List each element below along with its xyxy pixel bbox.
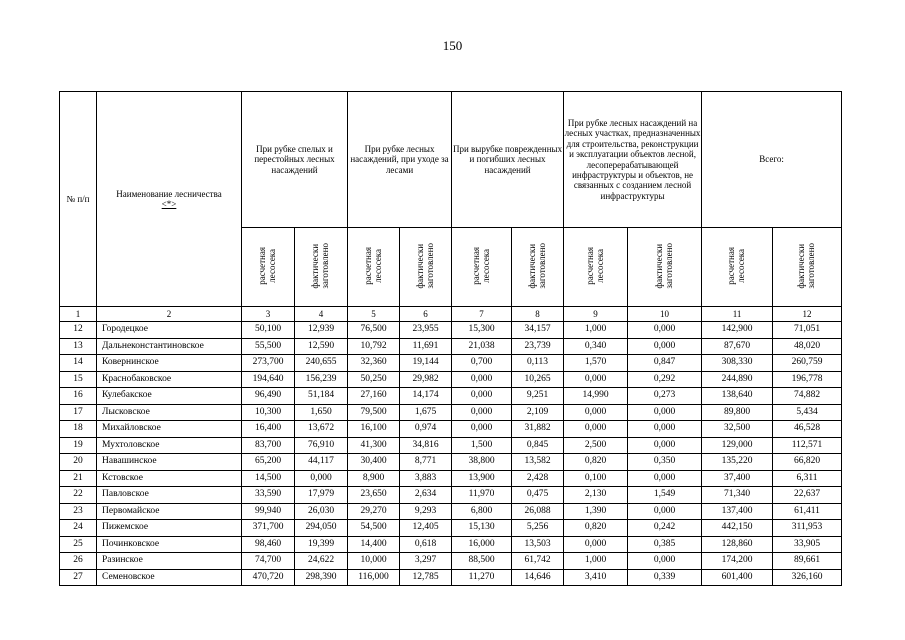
header-group-care: При рубке лесных насаждений, при уходе за лесами [348, 92, 452, 228]
row-number: 17 [60, 404, 97, 421]
table-row [60, 338, 842, 355]
forestry-name: Дальнеконстантиновское [97, 338, 242, 355]
fact-care: 0,974 [400, 421, 452, 438]
fact-care: 1,675 [400, 404, 452, 421]
fact-care: 23,955 [400, 322, 452, 339]
fact-construction: 1,549 [628, 487, 702, 504]
fact-damaged: 5,256 [512, 520, 564, 537]
table-body [60, 322, 842, 586]
fact-construction: 0,000 [628, 553, 702, 570]
calc-construction: 0,000 [564, 536, 628, 553]
column-index-row [60, 307, 842, 322]
header-group-damaged: При вырубке поврежденных и погибших лесных насаждений [452, 92, 564, 228]
calc-mature: 10,300 [242, 404, 295, 421]
calc-total: 129,000 [702, 437, 773, 454]
calc-care: 79,500 [348, 404, 400, 421]
column-index: 4 [295, 307, 348, 322]
calc-care: 14,400 [348, 536, 400, 553]
row-number: 16 [60, 388, 97, 405]
subheader-calc: расчетная лесосека [470, 246, 491, 285]
forestry-name: Ковернинское [97, 355, 242, 372]
calc-construction: 1,390 [564, 503, 628, 520]
fact-total: 311,953 [773, 520, 842, 537]
row-number: 15 [60, 371, 97, 388]
fact-construction: 0,292 [628, 371, 702, 388]
table-row [60, 503, 842, 520]
fact-construction: 0,847 [628, 355, 702, 372]
calc-damaged: 88,500 [452, 553, 512, 570]
fact-damaged: 14,646 [512, 569, 564, 586]
header-name [97, 92, 242, 307]
calc-mature: 470,720 [242, 569, 295, 586]
row-number: 19 [60, 437, 97, 454]
calc-mature: 14,500 [242, 470, 295, 487]
calc-total: 142,900 [702, 322, 773, 339]
fact-care: 11,691 [400, 338, 452, 355]
fact-construction: 0,385 [628, 536, 702, 553]
fact-construction: 0,000 [628, 404, 702, 421]
calc-construction: 2,130 [564, 487, 628, 504]
calc-construction: 0,340 [564, 338, 628, 355]
column-index: 7 [452, 307, 512, 322]
fact-care: 3,883 [400, 470, 452, 487]
calc-care: 29,270 [348, 503, 400, 520]
fact-care: 29,982 [400, 371, 452, 388]
fact-damaged: 23,739 [512, 338, 564, 355]
forestry-name: Кулебакское [97, 388, 242, 405]
row-number: 21 [60, 470, 97, 487]
table-row [60, 322, 842, 339]
calc-damaged: 15,300 [452, 322, 512, 339]
calc-damaged: 0,000 [452, 421, 512, 438]
forestry-name: Городецкое [97, 322, 242, 339]
forestry-name: Семеновское [97, 569, 242, 586]
table-row [60, 355, 842, 372]
row-number: 13 [60, 338, 97, 355]
fact-damaged: 0,475 [512, 487, 564, 504]
row-number: 25 [60, 536, 97, 553]
calc-mature: 96,490 [242, 388, 295, 405]
calc-damaged: 38,800 [452, 454, 512, 471]
forestry-name: Павловское [97, 487, 242, 504]
fact-damaged: 0,845 [512, 437, 564, 454]
calc-care: 116,000 [348, 569, 400, 586]
calc-total: 308,330 [702, 355, 773, 372]
fact-construction: 0,339 [628, 569, 702, 586]
row-number: 20 [60, 454, 97, 471]
fact-damaged: 61,742 [512, 553, 564, 570]
table-row [60, 470, 842, 487]
fact-damaged: 0,113 [512, 355, 564, 372]
calc-mature: 33,590 [242, 487, 295, 504]
calc-total: 135,220 [702, 454, 773, 471]
calc-construction: 0,000 [564, 421, 628, 438]
calc-care: 41,300 [348, 437, 400, 454]
forestry-name: Мухтоловское [97, 437, 242, 454]
fact-total: 22,637 [773, 487, 842, 504]
calc-damaged: 15,130 [452, 520, 512, 537]
header-name-label: Наименование лесничества [116, 188, 222, 199]
calc-construction: 0,000 [564, 404, 628, 421]
calc-mature: 55,500 [242, 338, 295, 355]
fact-construction: 0,000 [628, 437, 702, 454]
fact-mature: 44,117 [295, 454, 348, 471]
calc-mature: 50,100 [242, 322, 295, 339]
calc-construction: 0,000 [564, 371, 628, 388]
table-row [60, 520, 842, 537]
fact-mature: 294,050 [295, 520, 348, 537]
fact-care: 3,297 [400, 553, 452, 570]
fact-total: 71,051 [773, 322, 842, 339]
calc-damaged: 11,970 [452, 487, 512, 504]
subheader-fact: фактически заготовлено [310, 243, 330, 289]
forestry-name: Михайловское [97, 421, 242, 438]
forestry-name: Лысковское [97, 404, 242, 421]
fact-care: 8,771 [400, 454, 452, 471]
fact-total: 260,759 [773, 355, 842, 372]
fact-care: 19,144 [400, 355, 452, 372]
calc-construction: 1,000 [564, 553, 628, 570]
header-group-mature: При рубке спелых и перестойных лесных насаждений [242, 92, 348, 228]
calc-damaged: 0,000 [452, 388, 512, 405]
fact-construction: 0,000 [628, 503, 702, 520]
fact-damaged: 10,265 [512, 371, 564, 388]
fact-care: 34,816 [400, 437, 452, 454]
subheader-fact: фактически заготовлено [796, 243, 817, 289]
subheader-calc: расчетная лесосека [726, 246, 747, 285]
calc-total: 89,800 [702, 404, 773, 421]
table-row [60, 487, 842, 504]
fact-total: 89,661 [773, 553, 842, 570]
row-number: 14 [60, 355, 97, 372]
column-index: 8 [512, 307, 564, 322]
column-index: 11 [702, 307, 773, 322]
fact-care: 0,618 [400, 536, 452, 553]
fact-damaged: 2,109 [512, 404, 564, 421]
forestry-name: Первомайское [97, 503, 242, 520]
calc-total: 37,400 [702, 470, 773, 487]
subheader-fact: фактически заготовлено [653, 243, 674, 289]
forestry-name: Починковское [97, 536, 242, 553]
fact-mature: 26,030 [295, 503, 348, 520]
calc-care: 54,500 [348, 520, 400, 537]
calc-care: 76,500 [348, 322, 400, 339]
calc-construction: 0,820 [564, 520, 628, 537]
fact-construction: 0,000 [628, 322, 702, 339]
calc-mature: 74,700 [242, 553, 295, 570]
calc-damaged: 11,270 [452, 569, 512, 586]
fact-total: 5,434 [773, 404, 842, 421]
calc-construction: 3,410 [564, 569, 628, 586]
calc-damaged: 16,000 [452, 536, 512, 553]
calc-care: 10,000 [348, 553, 400, 570]
fact-damaged: 2,428 [512, 470, 564, 487]
fact-total: 326,160 [773, 569, 842, 586]
fact-mature: 12,590 [295, 338, 348, 355]
table-row [60, 569, 842, 586]
subheader-calc: расчетная лесосека [362, 246, 383, 285]
fact-mature: 19,399 [295, 536, 348, 553]
table-row [60, 454, 842, 471]
forestry-name: Разинское [97, 553, 242, 570]
fact-construction: 0,242 [628, 520, 702, 537]
row-number: 24 [60, 520, 97, 537]
forestry-name: Навашинское [97, 454, 242, 471]
calc-total: 87,670 [702, 338, 773, 355]
calc-construction: 0,820 [564, 454, 628, 471]
fact-total: 48,020 [773, 338, 842, 355]
fact-mature: 298,390 [295, 569, 348, 586]
calc-care: 50,250 [348, 371, 400, 388]
fact-care: 2,634 [400, 487, 452, 504]
table-row [60, 388, 842, 405]
subheader-calc: расчетная лесосека [257, 246, 277, 285]
fact-damaged: 13,582 [512, 454, 564, 471]
calc-care: 32,360 [348, 355, 400, 372]
column-index: 12 [773, 307, 842, 322]
fact-mature: 1,650 [295, 404, 348, 421]
fact-construction: 0,000 [628, 421, 702, 438]
fact-damaged: 31,882 [512, 421, 564, 438]
fact-damaged: 26,088 [512, 503, 564, 520]
fact-mature: 51,184 [295, 388, 348, 405]
calc-total: 174,200 [702, 553, 773, 570]
fact-care: 9,293 [400, 503, 452, 520]
column-index: 3 [242, 307, 295, 322]
calc-mature: 65,200 [242, 454, 295, 471]
row-number: 12 [60, 322, 97, 339]
table-row [60, 553, 842, 570]
calc-total: 244,890 [702, 371, 773, 388]
header-group-construction: При рубке лесных насаждений на лесных участках, предназначенных для строительства, реконструкции и эксплуатации объектов лесной, лесоперерабатывающей инфраструктуры и объектов, не связанных с созданием лесной инфраструктуры [564, 92, 702, 228]
calc-total: 442,150 [702, 520, 773, 537]
column-index: 9 [564, 307, 628, 322]
fact-mature: 13,672 [295, 421, 348, 438]
calc-construction: 0,100 [564, 470, 628, 487]
calc-total: 601,400 [702, 569, 773, 586]
row-number: 26 [60, 553, 97, 570]
calc-care: 10,792 [348, 338, 400, 355]
fact-damaged: 9,251 [512, 388, 564, 405]
fact-total: 46,528 [773, 421, 842, 438]
page-number: 150 [442, 38, 463, 53]
table-row [60, 371, 842, 388]
forestry-name: Кстовское [97, 470, 242, 487]
calc-total: 71,340 [702, 487, 773, 504]
fact-damaged: 34,157 [512, 322, 564, 339]
column-index: 1 [60, 307, 97, 322]
fact-construction: 0,000 [628, 470, 702, 487]
fact-mature: 17,979 [295, 487, 348, 504]
calc-damaged: 13,900 [452, 470, 512, 487]
column-index: 10 [628, 307, 702, 322]
calc-mature: 16,400 [242, 421, 295, 438]
calc-damaged: 21,038 [452, 338, 512, 355]
fact-mature: 12,939 [295, 322, 348, 339]
forestry-name: Краснобаковское [97, 371, 242, 388]
fact-damaged: 13,503 [512, 536, 564, 553]
forestry-table [59, 91, 842, 586]
column-index: 6 [400, 307, 452, 322]
subheader-fact: фактически заготовлено [526, 243, 547, 289]
header-name-note: <*> [161, 199, 177, 209]
fact-mature: 76,910 [295, 437, 348, 454]
calc-construction: 2,500 [564, 437, 628, 454]
calc-total: 137,400 [702, 503, 773, 520]
fact-mature: 24,622 [295, 553, 348, 570]
calc-mature: 194,640 [242, 371, 295, 388]
calc-construction: 1,000 [564, 322, 628, 339]
fact-construction: 0,000 [628, 338, 702, 355]
fact-construction: 0,273 [628, 388, 702, 405]
fact-construction: 0,350 [628, 454, 702, 471]
column-index: 2 [97, 307, 242, 322]
calc-care: 8,900 [348, 470, 400, 487]
fact-total: 6,311 [773, 470, 842, 487]
table-row [60, 421, 842, 438]
fact-total: 196,778 [773, 371, 842, 388]
table-row [60, 536, 842, 553]
calc-care: 23,650 [348, 487, 400, 504]
calc-mature: 371,700 [242, 520, 295, 537]
calc-construction: 1,570 [564, 355, 628, 372]
calc-damaged: 0,000 [452, 371, 512, 388]
calc-care: 16,100 [348, 421, 400, 438]
table-row [60, 437, 842, 454]
calc-construction: 14,990 [564, 388, 628, 405]
fact-total: 61,411 [773, 503, 842, 520]
fact-total: 33,905 [773, 536, 842, 553]
row-number: 22 [60, 487, 97, 504]
row-number: 18 [60, 421, 97, 438]
table-row [60, 404, 842, 421]
calc-care: 30,400 [348, 454, 400, 471]
fact-care: 14,174 [400, 388, 452, 405]
fact-total: 112,571 [773, 437, 842, 454]
calc-mature: 273,700 [242, 355, 295, 372]
row-number: 23 [60, 503, 97, 520]
fact-total: 74,882 [773, 388, 842, 405]
calc-mature: 99,940 [242, 503, 295, 520]
forestry-name: Пижемское [97, 520, 242, 537]
subheader-fact: фактически заготовлено [414, 243, 435, 289]
calc-damaged: 0,000 [452, 404, 512, 421]
calc-damaged: 0,700 [452, 355, 512, 372]
row-number: 27 [60, 569, 97, 586]
calc-mature: 83,700 [242, 437, 295, 454]
fact-mature: 240,655 [295, 355, 348, 372]
calc-damaged: 6,800 [452, 503, 512, 520]
fact-care: 12,405 [400, 520, 452, 537]
calc-care: 27,160 [348, 388, 400, 405]
header-group-total: Всего: [702, 92, 842, 228]
fact-mature: 0,000 [295, 470, 348, 487]
calc-total: 138,640 [702, 388, 773, 405]
calc-mature: 98,460 [242, 536, 295, 553]
column-index: 5 [348, 307, 400, 322]
calc-total: 128,860 [702, 536, 773, 553]
fact-care: 12,785 [400, 569, 452, 586]
subheader-calc: расчетная лесосека [584, 246, 605, 285]
fact-mature: 156,239 [295, 371, 348, 388]
header-number: № п/п [60, 92, 97, 307]
calc-damaged: 1,500 [452, 437, 512, 454]
fact-total: 66,820 [773, 454, 842, 471]
calc-total: 32,500 [702, 421, 773, 438]
